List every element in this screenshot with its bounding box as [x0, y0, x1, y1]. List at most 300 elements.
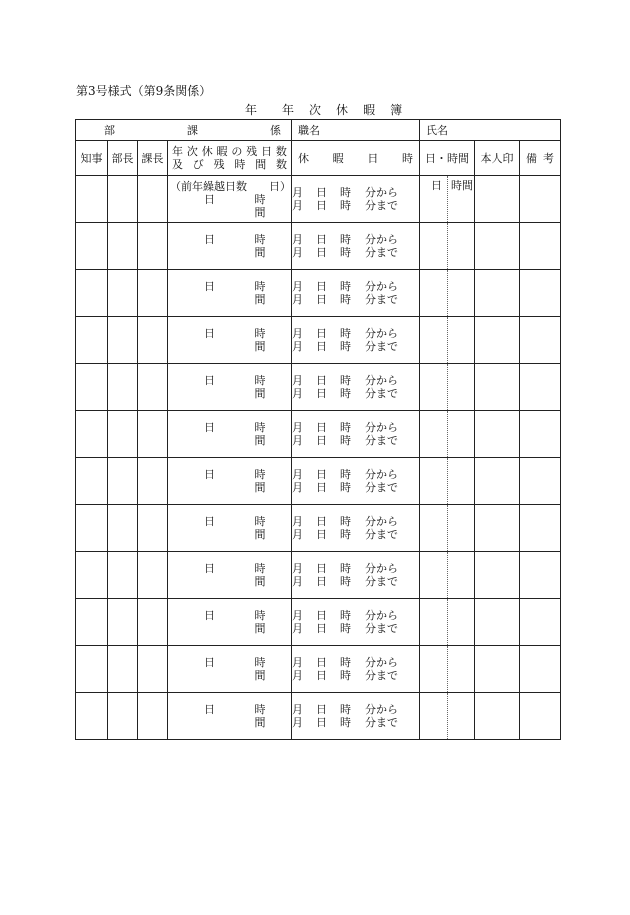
day-hour-divider	[447, 646, 448, 692]
kacho-cell[interactable]	[138, 317, 168, 364]
period-from-unit: 分から	[365, 327, 398, 340]
kacho-cell[interactable]	[138, 270, 168, 317]
table-row	[76, 270, 561, 317]
remain-hour-label: 時間	[254, 609, 266, 635]
honnin-cell[interactable]	[475, 646, 520, 693]
period-to-unit: 日	[316, 434, 327, 447]
period-cell[interactable]	[292, 364, 420, 411]
remain-cell[interactable]	[168, 317, 292, 364]
table-row	[76, 646, 561, 693]
period-to-unit: 時	[340, 716, 351, 729]
bucho-cell[interactable]	[108, 411, 138, 458]
honnin-cell[interactable]	[475, 176, 520, 223]
bucho-cell[interactable]	[108, 364, 138, 411]
remain-hour-label: 時間	[254, 233, 266, 259]
day-hour-divider	[447, 364, 448, 410]
period-to	[292, 246, 419, 259]
header-char: 休	[298, 151, 309, 165]
period-to-unit: 月	[292, 528, 303, 541]
period-to-unit: 時	[340, 575, 351, 588]
day-hour-cell[interactable]	[420, 411, 475, 458]
period-from-unit: 月	[292, 374, 303, 387]
chiji-cell[interactable]	[76, 693, 108, 740]
day-hour-divider	[447, 505, 448, 551]
day-hour-divider	[447, 552, 448, 598]
dh-day-label: 日	[431, 179, 442, 192]
period-to-unit: 月	[292, 387, 303, 400]
header-char: 暇	[332, 151, 344, 165]
header-char: 及	[172, 158, 183, 171]
bucho-cell[interactable]	[108, 599, 138, 646]
period-to-unit: 月	[292, 481, 303, 494]
period-to-unit: 時	[340, 246, 351, 259]
period-to-unit: 時	[340, 293, 351, 306]
honnin-cell[interactable]	[475, 505, 520, 552]
period-from-unit: 月	[292, 421, 303, 434]
period-from-unit: 分から	[365, 186, 398, 199]
period-to-unit: 月	[292, 434, 303, 447]
kacho-cell[interactable]	[138, 176, 168, 223]
period-to-unit: 時	[340, 481, 351, 494]
period-to	[292, 481, 419, 494]
period-to	[292, 340, 419, 353]
period-from-unit: 月	[292, 468, 303, 481]
remain-day-label: 日	[204, 515, 215, 528]
remain-hour-label: 時間	[254, 421, 266, 447]
period-to-unit: 分まで	[365, 528, 398, 541]
period-to	[292, 199, 419, 212]
period-from	[292, 421, 419, 434]
biko-cell[interactable]	[520, 599, 561, 646]
period-from-unit: 時	[340, 280, 351, 293]
period-to-unit: 分まで	[365, 387, 398, 400]
remain-cell[interactable]	[168, 364, 292, 411]
day-hour-divider	[447, 176, 448, 222]
chiji-cell[interactable]	[76, 458, 108, 505]
header-char: 年	[172, 145, 183, 158]
title-char: 簿	[390, 103, 404, 117]
remain-hour-label: 時間	[254, 327, 266, 353]
chiji-cell[interactable]	[76, 317, 108, 364]
header-row-2	[76, 141, 561, 176]
period-to-unit: 分まで	[365, 434, 398, 447]
remain-hour-label: 時間	[254, 374, 266, 400]
period-from	[292, 374, 419, 387]
period-from	[292, 656, 419, 669]
period-to-unit: 月	[292, 716, 303, 729]
period-from-unit: 時	[340, 468, 351, 481]
remain-cell[interactable]	[168, 599, 292, 646]
day-hour-divider	[447, 270, 448, 316]
period-to-unit: 分まで	[365, 340, 398, 353]
header-char: 時	[234, 158, 246, 171]
period-cell[interactable]	[292, 458, 420, 505]
biko-char-1: 備	[526, 151, 537, 165]
period-from-unit: 時	[340, 327, 351, 340]
shimei-label: 氏名	[420, 120, 561, 141]
remain-hour-label: 時間	[254, 703, 266, 729]
kacho-cell[interactable]	[138, 458, 168, 505]
period-from	[292, 562, 419, 575]
period-to	[292, 387, 419, 400]
remain-day-label: 日	[204, 327, 215, 340]
period-to-unit: 月	[292, 199, 303, 212]
period-to-unit: 月	[292, 669, 303, 682]
kacho-cell[interactable]	[138, 364, 168, 411]
biko-cell[interactable]	[520, 552, 561, 599]
honnin-cell[interactable]	[475, 411, 520, 458]
period-to-unit: 月	[292, 293, 303, 306]
period-to-unit: 分まで	[365, 622, 398, 635]
header-char: 数	[275, 145, 287, 158]
period-to-unit: 分まで	[365, 293, 398, 306]
title-char: 年	[245, 103, 259, 117]
period-to-unit: 時	[340, 387, 351, 400]
day-hour-cell[interactable]	[420, 364, 475, 411]
period-to-unit: 時	[340, 340, 351, 353]
kakari-label: 係	[270, 123, 281, 137]
period-from-unit: 月	[292, 186, 303, 199]
period-from-unit: 分から	[365, 374, 398, 387]
remain-cell[interactable]	[168, 411, 292, 458]
remain-day-label: 日	[204, 233, 215, 246]
form-title	[245, 103, 417, 117]
period-from-unit: 月	[292, 327, 303, 340]
remain-day-label: 日	[204, 374, 215, 387]
remain-day-label: 日	[204, 468, 215, 481]
period-from	[292, 186, 419, 199]
bucho-cell[interactable]	[108, 223, 138, 270]
dh-hour-label: 時間	[451, 179, 473, 192]
period-from-unit: 月	[292, 703, 303, 716]
period-cell[interactable]	[292, 505, 420, 552]
kacho-cell[interactable]	[138, 693, 168, 740]
period-from	[292, 515, 419, 528]
bucho-header: 部長	[108, 141, 138, 176]
period-from-unit: 月	[292, 656, 303, 669]
day-hour-divider	[447, 223, 448, 269]
day-hour-cell[interactable]	[420, 505, 475, 552]
table-row	[76, 411, 561, 458]
remain-hour-label: 時間	[254, 562, 266, 588]
chiji-cell[interactable]	[76, 599, 108, 646]
period-from-unit: 日	[316, 421, 327, 434]
remain-hour-label: 時間	[254, 192, 266, 219]
header-char: 日	[261, 145, 273, 158]
honnin-cell[interactable]	[475, 270, 520, 317]
honnin-cell[interactable]	[475, 223, 520, 270]
period-cell[interactable]	[292, 411, 420, 458]
bucho-cell[interactable]	[108, 646, 138, 693]
dept-header	[76, 120, 292, 141]
kacho-cell[interactable]	[138, 411, 168, 458]
header-char: 間	[255, 158, 267, 171]
period-to-unit: 日	[316, 340, 327, 353]
header-char: 残	[246, 145, 258, 158]
biko-cell[interactable]	[520, 223, 561, 270]
kacho-header: 課長	[138, 141, 168, 176]
table-row	[76, 223, 561, 270]
day-hour-cell[interactable]	[420, 693, 475, 740]
period-to	[292, 434, 419, 447]
period-from-unit: 分から	[365, 233, 398, 246]
period-from-unit: 分から	[365, 562, 398, 575]
title-char: 暇	[363, 103, 377, 117]
title-char: 休	[336, 103, 350, 117]
day-hour-cell[interactable]	[420, 552, 475, 599]
period-to-unit: 月	[292, 622, 303, 635]
biko-cell[interactable]	[520, 270, 561, 317]
honnin-cell[interactable]	[475, 552, 520, 599]
kacho-cell[interactable]	[138, 223, 168, 270]
period-from-unit: 月	[292, 515, 303, 528]
period-to-unit: 分まで	[365, 575, 398, 588]
bucho-cell[interactable]	[108, 505, 138, 552]
biko-cell[interactable]	[520, 505, 561, 552]
period-from-unit: 分から	[365, 656, 398, 669]
period-to-unit: 時	[340, 622, 351, 635]
biko-char-2: 考	[543, 151, 555, 165]
period-to-unit: 日	[316, 481, 327, 494]
period-to	[292, 575, 419, 588]
period-to	[292, 716, 419, 729]
period-from	[292, 703, 419, 716]
period-to	[292, 528, 419, 541]
header-row-1	[76, 120, 561, 141]
biko-header	[520, 141, 561, 176]
biko-cell[interactable]	[520, 176, 561, 223]
form-label: 第3号様式（第9条関係）	[76, 84, 212, 98]
period-from-unit: 日	[316, 186, 327, 199]
period-from-unit: 時	[340, 562, 351, 575]
remain-day-label: 日	[204, 562, 215, 575]
kyuka-header	[292, 141, 420, 176]
header-char: 残	[213, 158, 225, 171]
period-from-unit: 月	[292, 609, 303, 622]
period-from	[292, 280, 419, 293]
period-cell[interactable]	[292, 552, 420, 599]
day-hour-divider	[447, 693, 448, 739]
period-to	[292, 622, 419, 635]
kacho-cell[interactable]	[138, 505, 168, 552]
period-to-unit: 月	[292, 340, 303, 353]
kacho-cell[interactable]	[138, 646, 168, 693]
remain-hour-label: 時間	[254, 280, 266, 306]
day-hour-divider	[447, 411, 448, 457]
table-row	[76, 176, 561, 223]
period-to-unit: 日	[316, 716, 327, 729]
period-from-unit: 時	[340, 421, 351, 434]
chiji-cell[interactable]	[76, 552, 108, 599]
period-from-unit: 日	[316, 233, 327, 246]
biko-cell[interactable]	[520, 411, 561, 458]
bucho-cell[interactable]	[108, 317, 138, 364]
day-hour-divider	[447, 317, 448, 363]
day-hour-cell[interactable]	[420, 458, 475, 505]
header-char: の	[231, 145, 243, 158]
bucho-cell[interactable]	[108, 693, 138, 740]
bucho-cell[interactable]	[108, 552, 138, 599]
title-char: 年	[282, 103, 296, 117]
period-to-unit: 日	[316, 387, 327, 400]
period-from-unit: 時	[340, 515, 351, 528]
honnin-cell[interactable]	[475, 317, 520, 364]
chiji-cell[interactable]	[76, 223, 108, 270]
period-to-unit: 分まで	[365, 716, 398, 729]
period-to	[292, 669, 419, 682]
period-to-unit: 分まで	[365, 481, 398, 494]
period-to-unit: 日	[316, 528, 327, 541]
period-to-unit: 日	[316, 622, 327, 635]
remain-cell[interactable]	[168, 270, 292, 317]
table-row	[76, 505, 561, 552]
bucho-cell[interactable]	[108, 458, 138, 505]
period-cell[interactable]	[292, 223, 420, 270]
header-char: 次	[186, 145, 198, 158]
header-char: 時	[401, 151, 413, 165]
title-char: 次	[309, 103, 323, 117]
chiji-cell[interactable]	[76, 270, 108, 317]
period-to-unit: 日	[316, 246, 327, 259]
period-cell[interactable]	[292, 270, 420, 317]
kacho-cell[interactable]	[138, 552, 168, 599]
period-from-unit: 時	[340, 703, 351, 716]
table-row	[76, 364, 561, 411]
period-to-unit: 分まで	[365, 246, 398, 259]
period-from-unit: 分から	[365, 421, 398, 434]
remain-cell[interactable]	[168, 458, 292, 505]
chiji-header: 知事	[76, 141, 108, 176]
ka-label: 課	[187, 123, 198, 137]
honnin-cell[interactable]	[475, 599, 520, 646]
period-to-unit: 時	[340, 528, 351, 541]
header-char: 数	[275, 158, 287, 171]
period-to-unit: 時	[340, 434, 351, 447]
period-from-unit: 時	[340, 609, 351, 622]
period-cell[interactable]	[292, 693, 420, 740]
period-from-unit: 日	[316, 703, 327, 716]
remain-cell[interactable]	[168, 505, 292, 552]
shokumei-label: 職名	[292, 120, 420, 141]
period-to-unit: 日	[316, 669, 327, 682]
remain-day-label: 日	[204, 421, 215, 434]
chiji-cell[interactable]	[76, 176, 108, 223]
carryover-label: （前年繰越日数 日）	[170, 179, 291, 193]
period-from-unit: 日	[316, 468, 327, 481]
period-from-unit: 日	[316, 562, 327, 575]
biko-cell[interactable]	[520, 364, 561, 411]
kacho-cell[interactable]	[138, 599, 168, 646]
day-hour-cell[interactable]	[420, 223, 475, 270]
table-row	[76, 599, 561, 646]
day-hour-cell[interactable]	[420, 599, 475, 646]
bu-label: 部	[104, 123, 115, 137]
period-from-unit: 日	[316, 280, 327, 293]
remain-hour-label: 時間	[254, 656, 266, 682]
period-to-unit: 月	[292, 246, 303, 259]
remain-day-label: 日	[204, 192, 215, 206]
remain-day-label: 日	[204, 656, 215, 669]
period-from-unit: 日	[316, 656, 327, 669]
period-to-unit: 日	[316, 293, 327, 306]
period-from-unit: 日	[316, 609, 327, 622]
honnin-cell[interactable]	[475, 458, 520, 505]
period-from-unit: 時	[340, 233, 351, 246]
chiji-cell[interactable]	[76, 364, 108, 411]
period-cell[interactable]	[292, 599, 420, 646]
day-hour-cell[interactable]	[420, 646, 475, 693]
period-from-unit: 分から	[365, 280, 398, 293]
remain-cell[interactable]	[168, 552, 292, 599]
chiji-cell[interactable]	[76, 646, 108, 693]
day-hour-divider	[447, 599, 448, 645]
period-to-unit: 時	[340, 199, 351, 212]
remain-day-label: 日	[204, 280, 215, 293]
period-from-unit: 分から	[365, 515, 398, 528]
header-char: 日	[367, 151, 379, 165]
period-cell[interactable]	[292, 646, 420, 693]
bucho-cell[interactable]	[108, 270, 138, 317]
table-row	[76, 317, 561, 364]
biko-cell[interactable]	[520, 693, 561, 740]
chiji-cell[interactable]	[76, 411, 108, 458]
period-from-unit: 月	[292, 233, 303, 246]
period-from	[292, 327, 419, 340]
period-to-unit: 時	[340, 669, 351, 682]
remain-day-label: 日	[204, 609, 215, 622]
remain-hour-label: 時間	[254, 468, 266, 494]
day-hour-header: 日・時間	[420, 141, 475, 176]
bucho-cell[interactable]	[108, 176, 138, 223]
honnin-cell[interactable]	[475, 364, 520, 411]
period-cell[interactable]	[292, 317, 420, 364]
biko-cell[interactable]	[520, 317, 561, 364]
leave-register-table	[75, 119, 561, 740]
header-char: 休	[201, 145, 213, 158]
period-from	[292, 233, 419, 246]
remain-cell[interactable]	[168, 223, 292, 270]
header-char: び	[192, 158, 204, 171]
honnin-cell[interactable]	[475, 693, 520, 740]
remain-header	[168, 141, 292, 176]
period-cell[interactable]	[292, 176, 420, 223]
day-hour-cell[interactable]	[420, 270, 475, 317]
period-from-unit: 日	[316, 374, 327, 387]
remain-hour-label: 時間	[254, 515, 266, 541]
table-row	[76, 693, 561, 740]
period-from-unit: 日	[316, 327, 327, 340]
remain-cell[interactable]	[168, 176, 292, 223]
honnin-header: 本人印	[475, 141, 520, 176]
biko-cell[interactable]	[520, 646, 561, 693]
day-hour-divider	[447, 458, 448, 504]
period-to	[292, 293, 419, 306]
period-from-unit: 月	[292, 280, 303, 293]
remain-cell[interactable]	[168, 646, 292, 693]
day-hour-cell[interactable]	[420, 317, 475, 364]
period-from-unit: 分から	[365, 703, 398, 716]
remain-day-label: 日	[204, 703, 215, 716]
period-to-unit: 分まで	[365, 669, 398, 682]
header-char: 暇	[216, 145, 228, 158]
chiji-cell[interactable]	[76, 505, 108, 552]
period-from-unit: 時	[340, 186, 351, 199]
remain-cell[interactable]	[168, 693, 292, 740]
period-from-unit: 時	[340, 656, 351, 669]
day-hour-cell[interactable]	[420, 176, 475, 223]
biko-cell[interactable]	[520, 458, 561, 505]
period-to-unit: 分まで	[365, 199, 398, 212]
